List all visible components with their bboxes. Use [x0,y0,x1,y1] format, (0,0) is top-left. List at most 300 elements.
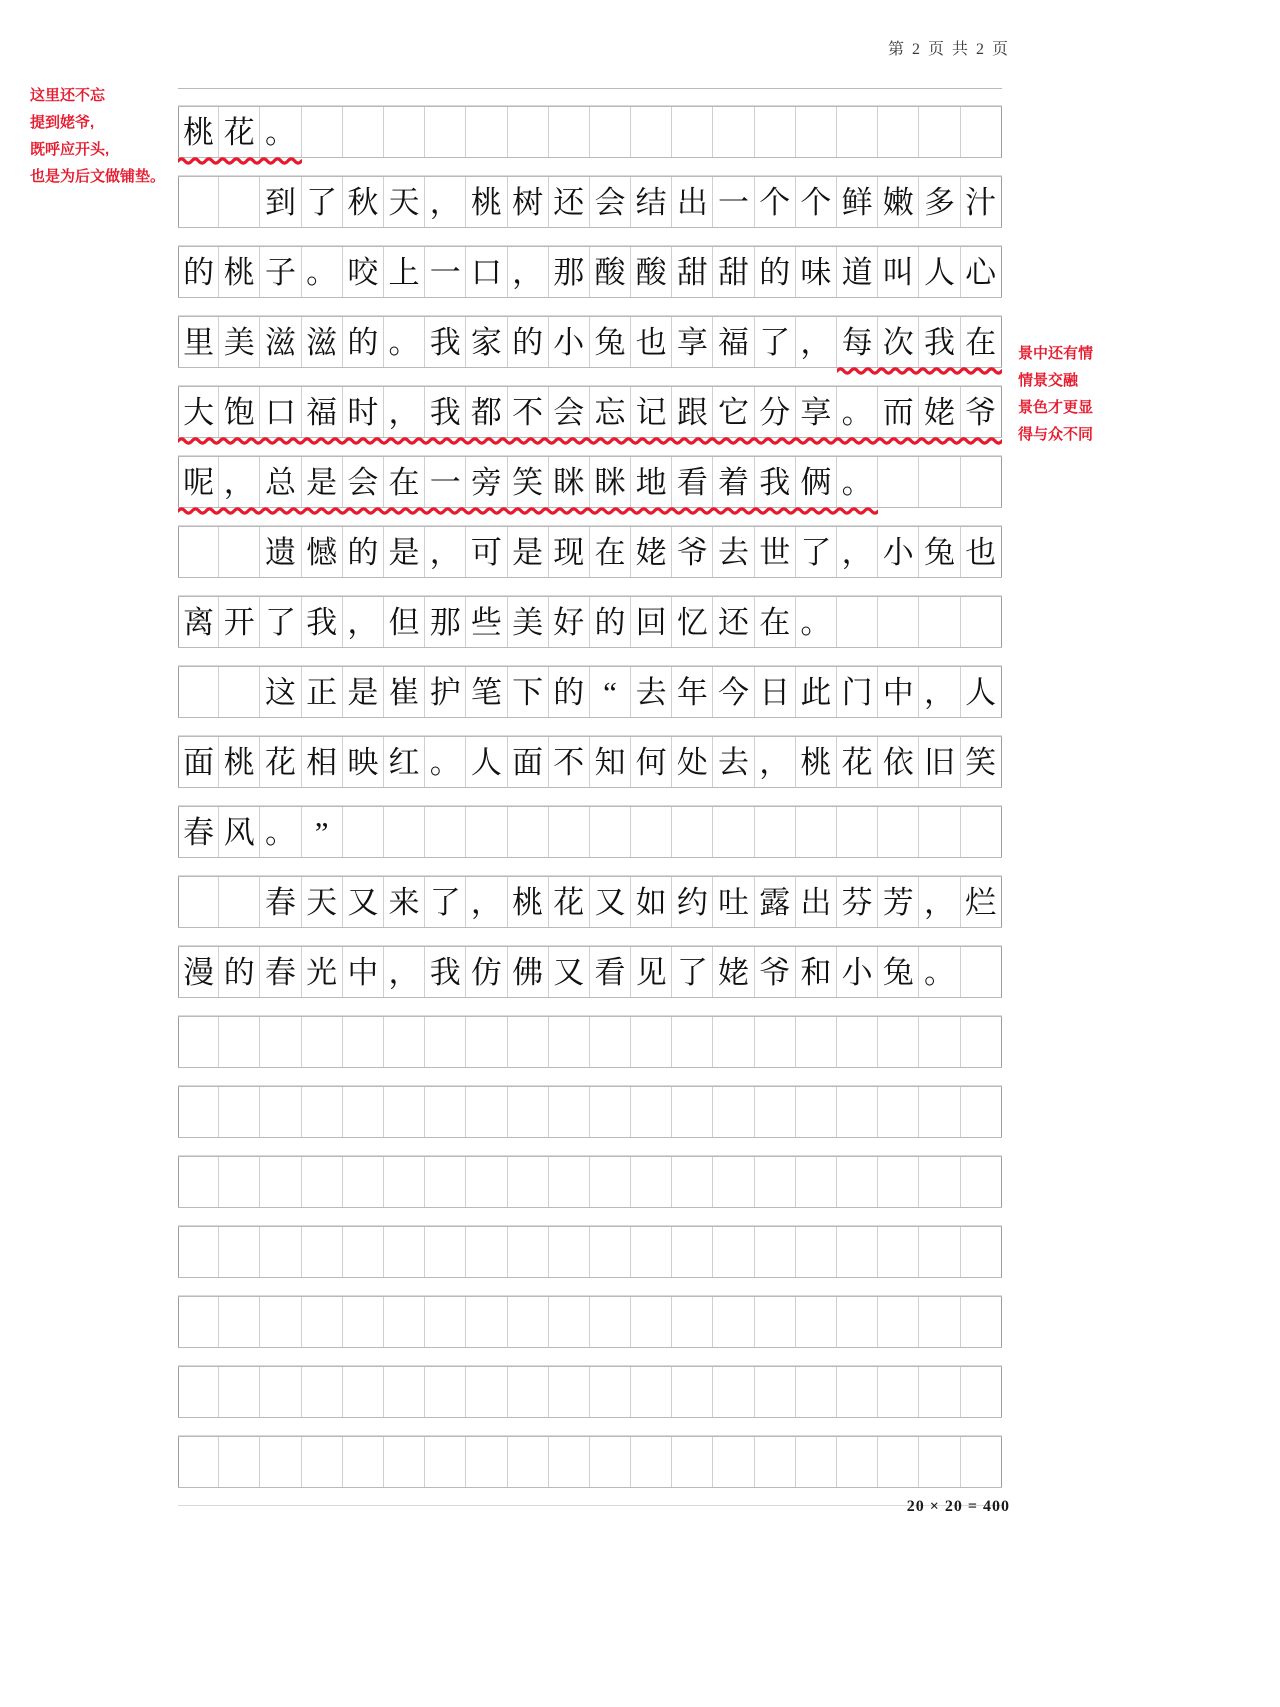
grid-cell[interactable] [961,107,1002,157]
grid-cell[interactable]: 可 [466,527,507,577]
grid-cell[interactable] [219,877,260,927]
grid-cell[interactable]: 我 [425,387,466,437]
grid-cell[interactable]: 出 [796,877,837,927]
grid-cell[interactable] [302,107,343,157]
grid-cell[interactable] [466,1227,507,1277]
grid-cell[interactable] [713,1367,754,1417]
grid-cell[interactable] [549,1087,590,1137]
grid-cell[interactable]: 呢 [178,457,219,507]
grid-cell[interactable]: 些 [466,597,507,647]
grid-cell[interactable] [713,1227,754,1277]
grid-cell[interactable] [837,107,878,157]
grid-cell[interactable] [260,1227,301,1277]
grid-cell[interactable] [713,1437,754,1487]
grid-cell[interactable]: 跟 [672,387,713,437]
grid-cell[interactable]: ， [755,737,796,787]
grid-cell[interactable]: 甜 [672,247,713,297]
grid-cell[interactable]: 不 [508,387,549,437]
grid-cell[interactable] [961,1017,1002,1067]
grid-cell[interactable]: 小 [837,947,878,997]
grid-cell[interactable]: 处 [672,737,713,787]
grid-cell[interactable]: 道 [837,247,878,297]
grid-cell[interactable]: 吐 [713,877,754,927]
grid-cell[interactable]: 兔 [878,947,919,997]
grid-cell[interactable]: 我 [425,947,466,997]
grid-cell[interactable]: 的 [178,247,219,297]
grid-cell[interactable] [590,1157,631,1207]
grid-cell[interactable]: 的 [508,317,549,367]
grid-cell[interactable] [302,1437,343,1487]
grid-cell[interactable]: 会 [343,457,384,507]
grid-cell[interactable]: 是 [343,667,384,717]
grid-cell[interactable]: 此 [796,667,837,717]
grid-cell[interactable] [631,1437,672,1487]
grid-cell[interactable] [961,1367,1002,1417]
grid-cell[interactable]: 桃 [796,737,837,787]
grid-cell[interactable]: 结 [631,177,672,227]
grid-cell[interactable] [343,807,384,857]
grid-cell[interactable]: 会 [549,387,590,437]
grid-cell[interactable]: 去 [713,737,754,787]
grid-cell[interactable]: 在 [961,317,1002,367]
grid-cell[interactable] [219,177,260,227]
grid-cell[interactable]: 个 [796,177,837,227]
grid-cell[interactable] [796,1367,837,1417]
grid-cell[interactable] [343,1017,384,1067]
grid-cell[interactable] [919,1437,960,1487]
grid-cell[interactable] [961,1437,1002,1487]
grid-cell[interactable]: 多 [919,177,960,227]
grid-cell[interactable]: 日 [755,667,796,717]
grid-cell[interactable]: 天 [384,177,425,227]
grid-cell[interactable]: 人 [961,667,1002,717]
grid-cell[interactable] [796,1087,837,1137]
grid-cell[interactable]: 心 [961,247,1002,297]
grid-cell[interactable]: ， [384,387,425,437]
grid-cell[interactable]: 去 [631,667,672,717]
grid-cell[interactable] [713,107,754,157]
grid-cell[interactable]: 享 [672,317,713,367]
grid-cell[interactable]: 中 [343,947,384,997]
grid-cell[interactable] [837,597,878,647]
grid-cell[interactable] [713,1017,754,1067]
grid-cell[interactable]: 个 [755,177,796,227]
grid-cell[interactable] [755,1157,796,1207]
grid-cell[interactable]: 汁 [961,177,1002,227]
grid-cell[interactable] [466,107,507,157]
grid-cell[interactable] [837,1227,878,1277]
grid-cell[interactable] [631,107,672,157]
grid-cell[interactable] [961,947,1002,997]
grid-cell[interactable]: 爷 [961,387,1002,437]
grid-cell[interactable]: 的 [755,247,796,297]
grid-cell[interactable]: 美 [219,317,260,367]
grid-cell[interactable]: 佛 [508,947,549,997]
grid-cell[interactable]: 去 [713,527,754,577]
grid-cell[interactable] [549,1297,590,1347]
grid-cell[interactable]: 看 [672,457,713,507]
grid-cell[interactable]: 仿 [466,947,507,997]
grid-cell[interactable] [466,1017,507,1067]
grid-cell[interactable] [672,1297,713,1347]
grid-cell[interactable]: 是 [302,457,343,507]
grid-cell[interactable]: 姥 [713,947,754,997]
grid-cell[interactable] [343,1437,384,1487]
grid-cell[interactable]: 地 [631,457,672,507]
grid-cell[interactable] [631,1157,672,1207]
grid-cell[interactable] [755,1437,796,1487]
grid-cell[interactable]: 福 [302,387,343,437]
grid-cell[interactable] [384,1157,425,1207]
grid-cell[interactable] [343,1367,384,1417]
grid-cell[interactable]: 漫 [178,947,219,997]
grid-cell[interactable]: ， [343,597,384,647]
grid-cell[interactable]: 还 [549,177,590,227]
grid-cell[interactable] [755,1087,796,1137]
grid-cell[interactable] [672,807,713,857]
grid-cell[interactable] [219,1017,260,1067]
grid-cell[interactable]: 出 [672,177,713,227]
grid-cell[interactable]: 崔 [384,667,425,717]
grid-cell[interactable] [755,107,796,157]
grid-cell[interactable] [919,1297,960,1347]
grid-cell[interactable]: 了 [796,527,837,577]
grid-cell[interactable]: 春 [260,947,301,997]
grid-cell[interactable] [796,1157,837,1207]
grid-cell[interactable]: 家 [466,317,507,367]
grid-cell[interactable] [631,1017,672,1067]
grid-cell[interactable] [219,667,260,717]
grid-cell[interactable]: 兔 [590,317,631,367]
grid-cell[interactable]: 小 [549,317,590,367]
grid-cell[interactable] [384,807,425,857]
grid-cell[interactable] [878,807,919,857]
grid-cell[interactable] [919,1087,960,1137]
grid-cell[interactable] [713,1297,754,1347]
grid-cell[interactable]: 那 [425,597,466,647]
grid-cell[interactable] [837,1367,878,1417]
grid-cell[interactable]: 这 [260,667,301,717]
grid-cell[interactable]: ， [796,317,837,367]
grid-cell[interactable] [878,107,919,157]
grid-cell[interactable]: 芬 [837,877,878,927]
grid-cell[interactable]: 记 [631,387,672,437]
grid-cell[interactable]: 爷 [672,527,713,577]
grid-cell[interactable]: 滋 [260,317,301,367]
grid-cell[interactable]: 享 [796,387,837,437]
grid-cell[interactable] [466,1437,507,1487]
grid-cell[interactable] [590,107,631,157]
grid-cell[interactable]: 眯 [590,457,631,507]
grid-cell[interactable]: 大 [178,387,219,437]
grid-cell[interactable] [384,107,425,157]
grid-cell[interactable]: 回 [631,597,672,647]
grid-cell[interactable] [178,177,219,227]
grid-cell[interactable]: 忘 [590,387,631,437]
grid-cell[interactable]: 在 [755,597,796,647]
grid-cell[interactable] [219,1087,260,1137]
grid-cell[interactable]: 了 [425,877,466,927]
grid-cell[interactable] [466,1297,507,1347]
grid-cell[interactable]: ” [302,807,343,857]
grid-cell[interactable] [961,1087,1002,1137]
grid-cell[interactable] [466,807,507,857]
grid-cell[interactable]: 遗 [260,527,301,577]
grid-cell[interactable] [260,1017,301,1067]
grid-cell[interactable]: 还 [713,597,754,647]
grid-cell[interactable]: 。 [919,947,960,997]
grid-cell[interactable] [631,1227,672,1277]
grid-cell[interactable]: 俩 [796,457,837,507]
grid-cell[interactable] [425,107,466,157]
grid-cell[interactable]: 了 [672,947,713,997]
grid-cell[interactable]: 笑 [508,457,549,507]
grid-cell[interactable]: 花 [837,737,878,787]
grid-cell[interactable] [178,1297,219,1347]
grid-cell[interactable]: 咬 [343,247,384,297]
grid-cell[interactable] [590,1297,631,1347]
grid-cell[interactable]: 都 [466,387,507,437]
grid-cell[interactable]: 总 [260,457,301,507]
grid-cell[interactable]: 爷 [755,947,796,997]
grid-cell[interactable] [219,1297,260,1347]
grid-cell[interactable]: 约 [672,877,713,927]
grid-cell[interactable] [796,1227,837,1277]
grid-cell[interactable] [178,1157,219,1207]
grid-cell[interactable]: 春 [260,877,301,927]
grid-cell[interactable]: 。 [796,597,837,647]
grid-cell[interactable]: 美 [508,597,549,647]
grid-cell[interactable] [425,1157,466,1207]
grid-cell[interactable]: ， [919,667,960,717]
grid-cell[interactable] [590,1017,631,1067]
grid-cell[interactable] [878,1227,919,1277]
grid-cell[interactable]: 烂 [961,877,1002,927]
grid-cell[interactable] [755,807,796,857]
grid-cell[interactable]: 不 [549,737,590,787]
grid-cell[interactable]: ， [425,177,466,227]
grid-cell[interactable]: 子 [260,247,301,297]
grid-cell[interactable] [425,1297,466,1347]
grid-cell[interactable] [508,1227,549,1277]
grid-cell[interactable] [302,1017,343,1067]
grid-cell[interactable]: 桃 [508,877,549,927]
grid-cell[interactable]: 花 [549,877,590,927]
grid-cell[interactable]: 次 [878,317,919,367]
grid-cell[interactable] [549,1367,590,1417]
grid-cell[interactable] [919,457,960,507]
grid-cell[interactable]: 我 [755,457,796,507]
grid-cell[interactable]: 光 [302,947,343,997]
grid-cell[interactable]: 下 [508,667,549,717]
grid-cell[interactable]: 来 [384,877,425,927]
grid-cell[interactable] [384,1017,425,1067]
grid-cell[interactable] [508,807,549,857]
grid-cell[interactable]: 露 [755,877,796,927]
grid-cell[interactable] [713,1157,754,1207]
grid-cell[interactable]: 门 [837,667,878,717]
grid-cell[interactable] [631,1087,672,1137]
grid-cell[interactable]: 上 [384,247,425,297]
grid-cell[interactable]: 姥 [919,387,960,437]
grid-cell[interactable]: 旁 [466,457,507,507]
grid-cell[interactable]: 今 [713,667,754,717]
grid-cell[interactable] [549,1227,590,1277]
grid-cell[interactable] [878,457,919,507]
grid-cell[interactable]: 见 [631,947,672,997]
grid-cell[interactable]: 的 [343,317,384,367]
grid-cell[interactable]: 福 [713,317,754,367]
grid-cell[interactable] [260,1297,301,1347]
grid-cell[interactable]: 年 [672,667,713,717]
grid-cell[interactable] [837,1297,878,1347]
grid-cell[interactable]: 现 [549,527,590,577]
grid-cell[interactable] [260,1437,301,1487]
grid-cell[interactable] [919,1157,960,1207]
grid-cell[interactable]: 。 [260,807,301,857]
grid-cell[interactable]: 了 [260,597,301,647]
grid-cell[interactable] [796,1297,837,1347]
grid-cell[interactable] [878,1087,919,1137]
grid-cell[interactable] [590,1087,631,1137]
grid-cell[interactable] [302,1087,343,1137]
grid-cell[interactable] [713,807,754,857]
grid-cell[interactable] [425,1437,466,1487]
grid-cell[interactable]: 我 [302,597,343,647]
grid-cell[interactable] [755,1297,796,1347]
grid-cell[interactable]: 树 [508,177,549,227]
grid-cell[interactable]: 。 [425,737,466,787]
grid-cell[interactable] [961,1227,1002,1277]
grid-cell[interactable] [919,1227,960,1277]
grid-cell[interactable] [178,1367,219,1417]
grid-cell[interactable] [343,1087,384,1137]
grid-cell[interactable]: 。 [384,317,425,367]
grid-cell[interactable]: 天 [302,877,343,927]
grid-cell[interactable] [549,1017,590,1067]
grid-cell[interactable] [178,1437,219,1487]
grid-cell[interactable] [961,1297,1002,1347]
grid-cell[interactable] [796,1017,837,1067]
grid-cell[interactable] [343,107,384,157]
grid-cell[interactable]: 笑 [961,737,1002,787]
grid-cell[interactable] [961,597,1002,647]
grid-cell[interactable]: 憾 [302,527,343,577]
grid-cell[interactable]: 了 [755,317,796,367]
grid-cell[interactable]: 到 [260,177,301,227]
grid-cell[interactable]: 酸 [590,247,631,297]
grid-cell[interactable] [672,1017,713,1067]
grid-cell[interactable] [302,1157,343,1207]
grid-cell[interactable] [796,807,837,857]
grid-cell[interactable]: 滋 [302,317,343,367]
grid-cell[interactable]: 中 [878,667,919,717]
grid-cell[interactable] [672,1227,713,1277]
grid-cell[interactable]: 芳 [878,877,919,927]
grid-cell[interactable]: 时 [343,387,384,437]
grid-cell[interactable] [878,1297,919,1347]
grid-cell[interactable] [590,807,631,857]
grid-cell[interactable] [755,1227,796,1277]
grid-cell[interactable] [260,1087,301,1137]
grid-cell[interactable]: 面 [508,737,549,787]
grid-cell[interactable]: 口 [260,387,301,437]
grid-cell[interactable]: 眯 [549,457,590,507]
grid-cell[interactable]: 又 [590,877,631,927]
grid-cell[interactable]: 叫 [878,247,919,297]
grid-cell[interactable]: ， [466,877,507,927]
grid-cell[interactable] [796,1437,837,1487]
grid-cell[interactable] [384,1367,425,1417]
grid-cell[interactable] [590,1437,631,1487]
grid-cell[interactable] [961,457,1002,507]
grid-cell[interactable]: 花 [260,737,301,787]
grid-cell[interactable]: 花 [219,107,260,157]
grid-cell[interactable] [755,1017,796,1067]
grid-cell[interactable]: 桃 [178,107,219,157]
grid-cell[interactable] [508,1367,549,1417]
grid-cell[interactable]: 是 [508,527,549,577]
grid-cell[interactable]: 分 [755,387,796,437]
grid-cell[interactable] [549,1157,590,1207]
grid-cell[interactable]: 是 [384,527,425,577]
grid-cell[interactable]: 我 [919,317,960,367]
grid-cell[interactable]: 它 [713,387,754,437]
grid-cell[interactable] [384,1437,425,1487]
grid-cell[interactable]: “ [590,667,631,717]
grid-cell[interactable]: 世 [755,527,796,577]
grid-cell[interactable] [672,1157,713,1207]
grid-cell[interactable]: 人 [919,247,960,297]
grid-cell[interactable] [837,1017,878,1067]
grid-cell[interactable]: 何 [631,737,672,787]
grid-cell[interactable] [837,1437,878,1487]
grid-cell[interactable]: 但 [384,597,425,647]
grid-cell[interactable]: ， [508,247,549,297]
grid-cell[interactable] [919,597,960,647]
grid-cell[interactable]: 嫩 [878,177,919,227]
grid-cell[interactable]: ， [219,457,260,507]
grid-cell[interactable] [219,1227,260,1277]
grid-cell[interactable] [178,1227,219,1277]
grid-cell[interactable] [878,1437,919,1487]
grid-cell[interactable] [302,1227,343,1277]
grid-cell[interactable]: 饱 [219,387,260,437]
grid-cell[interactable]: 一 [425,247,466,297]
grid-cell[interactable] [343,1227,384,1277]
grid-cell[interactable] [508,1017,549,1067]
grid-cell[interactable]: 的 [343,527,384,577]
grid-cell[interactable] [178,1017,219,1067]
grid-cell[interactable]: 我 [425,317,466,367]
grid-cell[interactable]: 。 [837,387,878,437]
grid-cell[interactable]: 知 [590,737,631,787]
grid-cell[interactable] [425,1227,466,1277]
grid-cell[interactable]: 桃 [466,177,507,227]
grid-cell[interactable]: 里 [178,317,219,367]
grid-cell[interactable]: 。 [837,457,878,507]
grid-cell[interactable]: 了 [302,177,343,227]
grid-cell[interactable]: 而 [878,387,919,437]
grid-cell[interactable] [755,1367,796,1417]
grid-cell[interactable]: 在 [590,527,631,577]
grid-cell[interactable] [466,1087,507,1137]
grid-cell[interactable]: 忆 [672,597,713,647]
grid-cell[interactable] [672,1087,713,1137]
grid-cell[interactable]: 酸 [631,247,672,297]
grid-cell[interactable] [961,807,1002,857]
grid-cell[interactable]: 护 [425,667,466,717]
